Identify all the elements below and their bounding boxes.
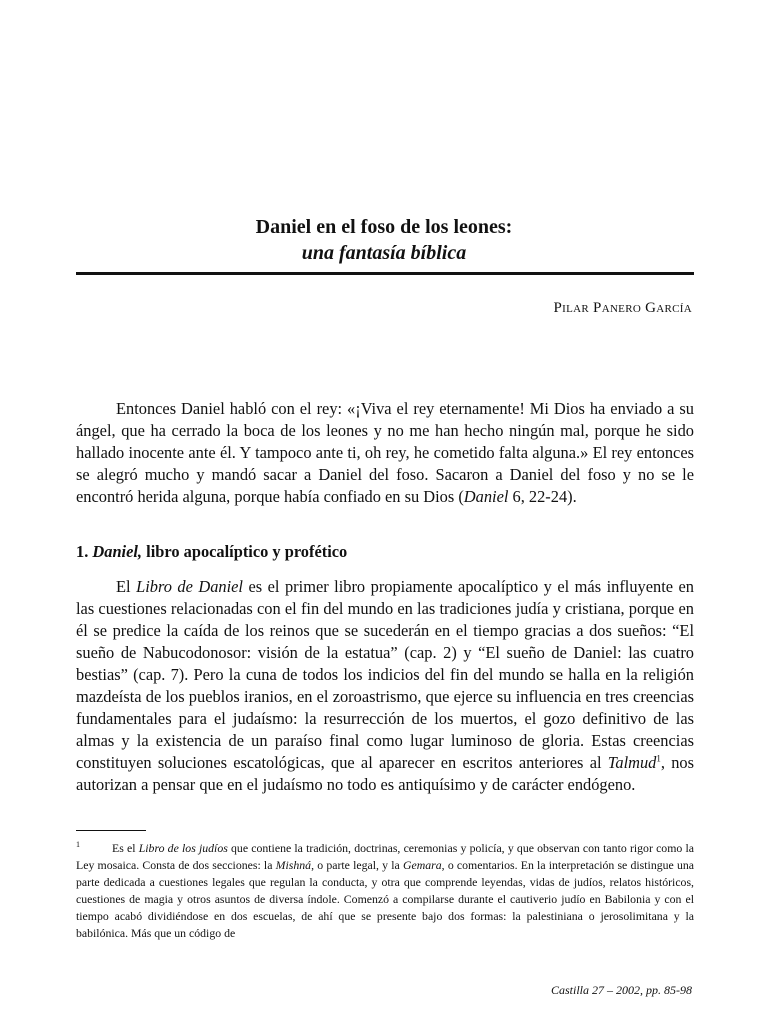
body-text-intro: El bbox=[116, 577, 137, 596]
footnote-text-2: que contiene la tradición, doctrinas, ceremonias y policía, y que observan con tanto rigor como la Ley mosaica. Consta de dos secciones: la bbox=[76, 840, 694, 872]
title-rule bbox=[76, 272, 694, 275]
section-body bbox=[76, 576, 694, 796]
footnote-italic-1: Libro de los judíos bbox=[138, 840, 228, 855]
body-paragraph bbox=[76, 576, 694, 796]
body-text-part1: es el primer libro propiamente apocalíptico y el más influyente en las cuestiones relacionadas con el fin del mundo en las tradiciones judía y cristiana, porque en él se predice la caída de los reinos que se sucederán en el tiempo gracias a dos sueños: “El sueño de Nabucodonosor: visión de la estatua” (cap. 2) y “El sueño de Daniel: las cuatro bestias” (cap. 7). Pero la cuna de todos los indicios del fin del mundo se halla en la religión mazdeísta de los pueblos iranios, en el zoroastrismo, que ejerce su influencia en tres creencias fundamentales para el judaísmo: la resurrección de los muertos, el gozo definitivo de las almas y la existencia de un paraíso final como lugar luminoso de gloria. Estas creencias constituyen soluciones escatológicas, que al aparecer en escritos anteriores al bbox=[76, 577, 695, 772]
section-heading bbox=[76, 542, 347, 562]
footnote-italic-2: Mishná bbox=[275, 857, 312, 872]
title-subtitle: una fantasía bíblica bbox=[301, 242, 467, 264]
section-title-book: Daniel, bbox=[92, 542, 143, 561]
article-title bbox=[0, 214, 768, 266]
footnote-italic-3: Gemara bbox=[403, 857, 442, 872]
footnote-separator bbox=[76, 830, 146, 831]
page-footer-citation: Castilla 27 – 2002, pp. 85-98 bbox=[550, 983, 692, 997]
footnote-text-4: , o comentarios. En la interpretación se distingue una parte dedicada a cuestiones legales que regulan la conducta, y otra que comprende leyendas, vidas de judíos, relatos históricos, cuestiones de magia y otros asuntos de diversa índole. Comenzó a compilarse durante el cautiverio judío en Babilonia y con el tiempo acabó dividiéndose en dos escuelas, de ahí que se presente bajo dos formas: la palestiniana o jerosolimitana y la babilónica. Más que un código de bbox=[76, 857, 694, 940]
epigraph-reference-verses: 6, 22-24). bbox=[508, 487, 577, 506]
epigraph-reference-book: Daniel bbox=[463, 487, 509, 506]
footnote-text-1: Es el bbox=[112, 840, 139, 855]
footnote-number: 1 bbox=[76, 840, 80, 849]
epigraph bbox=[76, 398, 694, 508]
title-main: Daniel en el foso de los leones: bbox=[255, 216, 513, 238]
body-text-part2: , nos autorizan a pensar que en el judaísmo no todo es antiquísimo y de carácter endógeno. bbox=[76, 753, 694, 794]
epigraph-text: Entonces Daniel habló con el rey: «¡Viva el rey eternamente! Mi Dios ha enviado a su ángel, que ha cerrado la boca de los leones y no me han hecho ningún mal, porque he sido hallado inocente ante él. Y tampoco ante ti, oh rey, he cometido falta alguna.» El rey entonces se alegró mucho y mandó sacar a Daniel del foso. Sacaron a Daniel del foso y no se le encontró herida alguna, porque había confiado en su Dios ( bbox=[76, 399, 694, 506]
body-book-title: Libro de Daniel bbox=[136, 577, 243, 596]
epigraph-paragraph bbox=[76, 398, 694, 508]
body-talmud: Talmud bbox=[607, 753, 657, 772]
section-title-rest: libro apocalíptico y profético bbox=[142, 542, 348, 561]
section-number: 1. bbox=[76, 542, 89, 561]
footnote-reference[interactable]: 1 bbox=[656, 753, 661, 764]
footnote bbox=[76, 836, 694, 942]
footnote-text-3: , o parte legal, y la bbox=[311, 857, 403, 872]
author-name: Pilar Panero García bbox=[553, 300, 692, 316]
